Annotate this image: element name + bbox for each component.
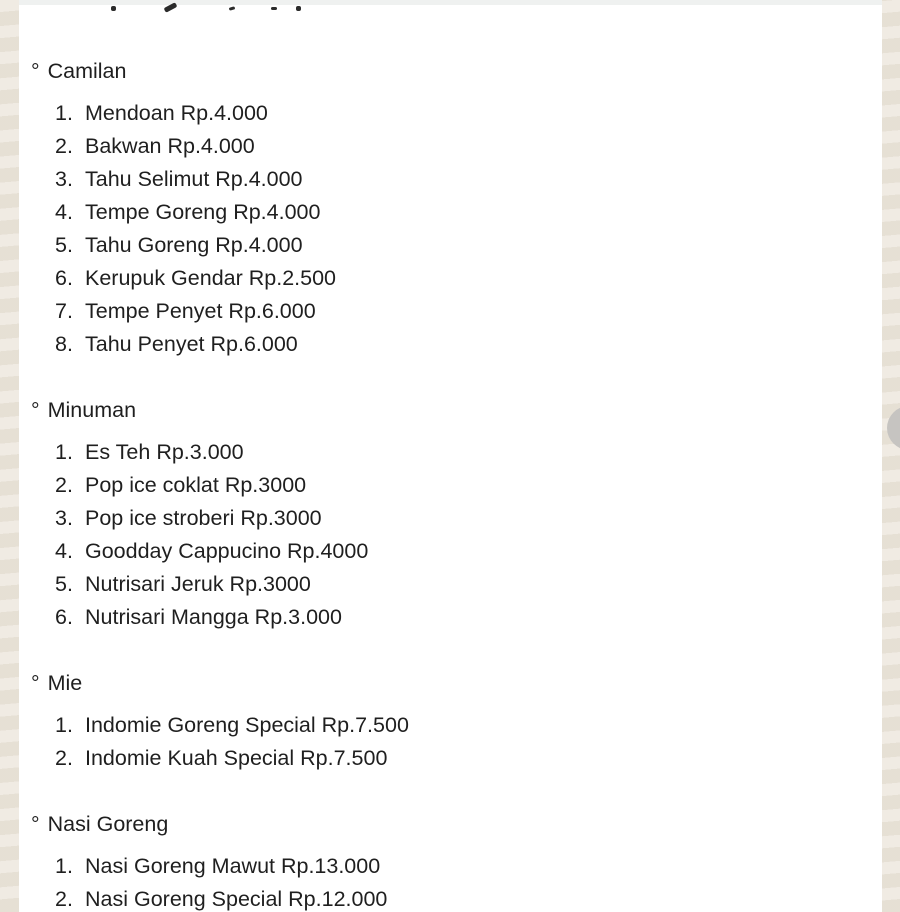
item-number: 5. (55, 233, 73, 257)
bullet-marker: ° (31, 398, 40, 422)
menu-list (31, 436, 882, 634)
section-heading (31, 812, 882, 836)
section-heading (31, 59, 882, 83)
section-title: Mie (47, 671, 83, 695)
menu-list (31, 709, 882, 775)
item-number: 5. (55, 572, 73, 596)
menu-list (31, 97, 882, 361)
menu-item (31, 295, 882, 328)
menu-item (31, 229, 882, 262)
item-number: 6. (55, 266, 73, 290)
floating-nav-button[interactable] (887, 406, 900, 450)
item-label: Nutrisari Mangga Rp.3.000 (85, 605, 342, 629)
item-label: Es Teh Rp.3.000 (85, 440, 244, 464)
section-title: Camilan (47, 59, 127, 83)
item-number: 2. (55, 134, 73, 158)
menu-item (31, 163, 882, 196)
item-number: 1. (55, 440, 73, 464)
item-label: Kerupuk Gendar Rp.2.500 (85, 266, 336, 290)
item-number: 4. (55, 539, 73, 563)
item-label: Mendoan Rp.4.000 (85, 101, 268, 125)
item-number: 1. (55, 854, 73, 878)
menu-item (31, 601, 882, 634)
item-label: Nasi Goreng Mawut Rp.13.000 (85, 854, 381, 878)
menu-section (31, 398, 882, 634)
bullet-marker: ° (31, 671, 40, 695)
item-label: Bakwan Rp.4.000 (85, 134, 255, 158)
item-number: 6. (55, 605, 73, 629)
item-number: 2. (55, 746, 73, 770)
bullet-marker: ° (31, 812, 40, 836)
menu-section (31, 671, 882, 775)
section-heading (31, 398, 882, 422)
menu-item (31, 436, 882, 469)
menu-item (31, 469, 882, 502)
menu-item (31, 262, 882, 295)
item-label: Nutrisari Jeruk Rp.3000 (85, 572, 311, 596)
item-number: 8. (55, 332, 73, 356)
menu-item (31, 850, 882, 883)
item-label: Pop ice stroberi Rp.3000 (85, 506, 322, 530)
menu-section (31, 812, 882, 912)
menu-item (31, 742, 882, 775)
menu-item (31, 535, 882, 568)
item-number: 2. (55, 473, 73, 497)
item-number: 7. (55, 299, 73, 323)
menu-item (31, 709, 882, 742)
item-number: 3. (55, 167, 73, 191)
item-label: Tempe Goreng Rp.4.000 (85, 200, 321, 224)
item-label: Tahu Penyet Rp.6.000 (85, 332, 298, 356)
item-label: Nasi Goreng Special Rp.12.000 (85, 887, 388, 911)
bullet-marker: ° (31, 59, 40, 83)
menu-content (19, 5, 882, 912)
item-label: Goodday Cappucino Rp.4000 (85, 539, 369, 563)
item-number: 1. (55, 101, 73, 125)
section-heading (31, 671, 882, 695)
menu-item (31, 568, 882, 601)
menu-item (31, 196, 882, 229)
item-label: Tempe Penyet Rp.6.000 (85, 299, 316, 323)
item-label: Tahu Selimut Rp.4.000 (85, 167, 303, 191)
item-label: Indomie Goreng Special Rp.7.500 (85, 713, 409, 737)
menu-item (31, 130, 882, 163)
menu-item (31, 502, 882, 535)
item-number: 2. (55, 887, 73, 911)
item-number: 1. (55, 713, 73, 737)
menu-section (31, 59, 882, 361)
menu-item (31, 328, 882, 361)
item-label: Indomie Kuah Special Rp.7.500 (85, 746, 388, 770)
menu-item (31, 97, 882, 130)
menu-item (31, 883, 882, 912)
item-number: 4. (55, 200, 73, 224)
menu-list (31, 850, 882, 912)
item-label: Pop ice coklat Rp.3000 (85, 473, 307, 497)
section-title: Nasi Goreng (47, 812, 169, 836)
section-title: Minuman (47, 398, 137, 422)
item-label: Tahu Goreng Rp.4.000 (85, 233, 303, 257)
item-number: 3. (55, 506, 73, 530)
document-panel (19, 5, 882, 912)
